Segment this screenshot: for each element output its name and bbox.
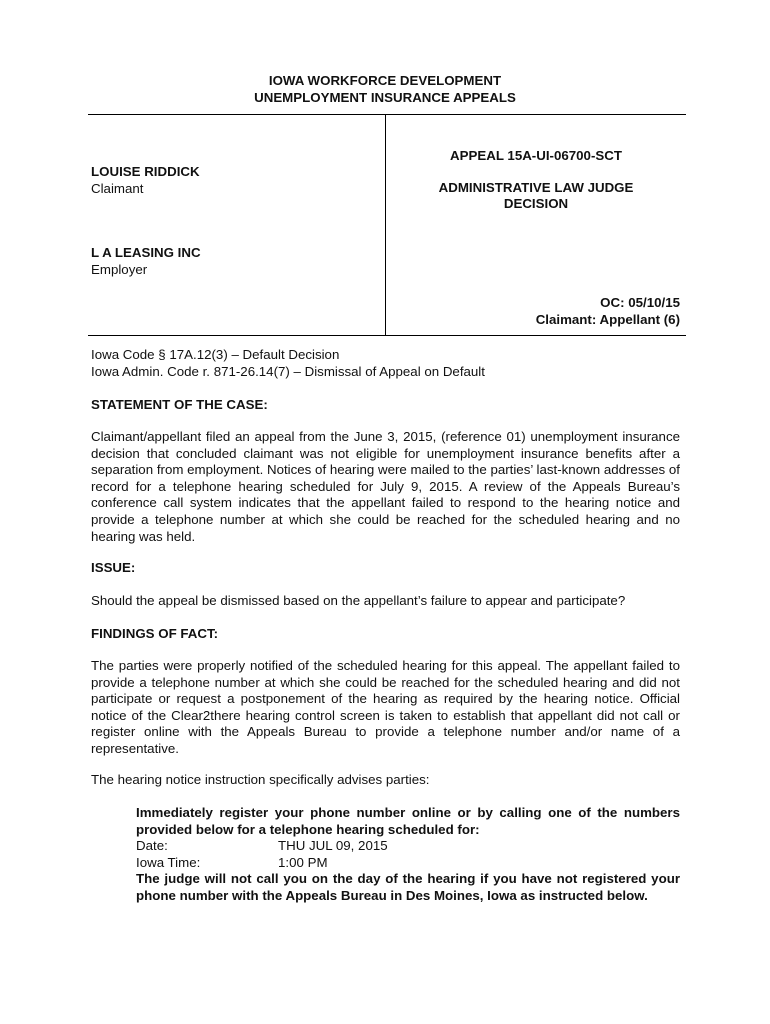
notice-register-instruction: Immediately register your phone number online or by calling one of the numbers provided below for a telephone hearing scheduled for: (136, 805, 680, 837)
notice-time-value: 1:00 PM (278, 855, 328, 870)
statement-body: Claimant/appellant filed an appeal from the June 3, 2015, (reference 01) unemployment insurance decision that concluded claimant was not eligible for unemployment insurance benefits after a separation from employment. Notices of hearing were mailed to the parties’ last-known addresses of record for a telephone hearing scheduled for July 9, 2015. A review of the Appeals Bureau’s conference call system indicates that the appellant failed to respond to the hearing notice and provide a telephone number at which she could be reached for the scheduled hearing and no hearing was held. (91, 429, 680, 544)
caption-top-rule (88, 114, 686, 115)
employer-name: L A LEASING INC (91, 245, 201, 260)
notice-date-value: THU JUL 09, 2015 (278, 838, 388, 853)
claimant-role: Claimant (91, 181, 144, 196)
appeal-number: APPEAL 15A-UI-06700-SCT (450, 148, 622, 163)
citation-1: Iowa Code § 17A.12(3) – Default Decision (91, 347, 340, 362)
decision-title-line-1: ADMINISTRATIVE LAW JUDGE (438, 180, 634, 195)
claimant-status: Claimant: Appellant (6) (535, 312, 680, 327)
claimant-name: LOUISE RIDDICK (91, 164, 200, 179)
decision-title (386, 180, 686, 211)
statement-heading: STATEMENT OF THE CASE: (91, 397, 268, 412)
notice-date-label: Date: (136, 838, 168, 853)
notice-time-label: Iowa Time: (136, 855, 201, 870)
issue-heading: ISSUE: (91, 560, 136, 575)
agency-title (0, 73, 770, 105)
findings-heading: FINDINGS OF FACT: (91, 626, 219, 641)
issue-body: Should the appeal be dismissed based on the appellant’s failure to appear and participate? (91, 593, 626, 608)
agency-line-1: IOWA WORKFORCE DEVELOPMENT (268, 73, 502, 88)
findings-intro: The hearing notice instruction specifically advises parties: (91, 772, 430, 787)
employer-role: Employer (91, 262, 148, 277)
oc-date: OC: 05/10/15 (600, 295, 680, 310)
agency-line-2: UNEMPLOYMENT INSURANCE APPEALS (254, 90, 516, 105)
caption-bottom-rule (88, 335, 686, 336)
citation-2: Iowa Admin. Code r. 871-26.14(7) – Dismissal of Appeal on Default (91, 364, 485, 379)
notice-warning: The judge will not call you on the day of the hearing if you have not registered your phone number with the Appeals Bureau in Des Moines, Iowa as instructed below. (136, 871, 680, 903)
findings-body: The parties were properly notified of the scheduled hearing for this appeal. The appellant failed to provide a telephone number at which she could be reached for the scheduled hearing and did not participate or request a postponement of the hearing as required by the hearing notice. Official notice of the Clear2there hearing control screen is taken to establish that appellant did not call or register online with the Appeals Bureau to provide a telephone number and/or name of a representative. (91, 658, 680, 756)
decision-title-line-2: DECISION (503, 196, 569, 211)
